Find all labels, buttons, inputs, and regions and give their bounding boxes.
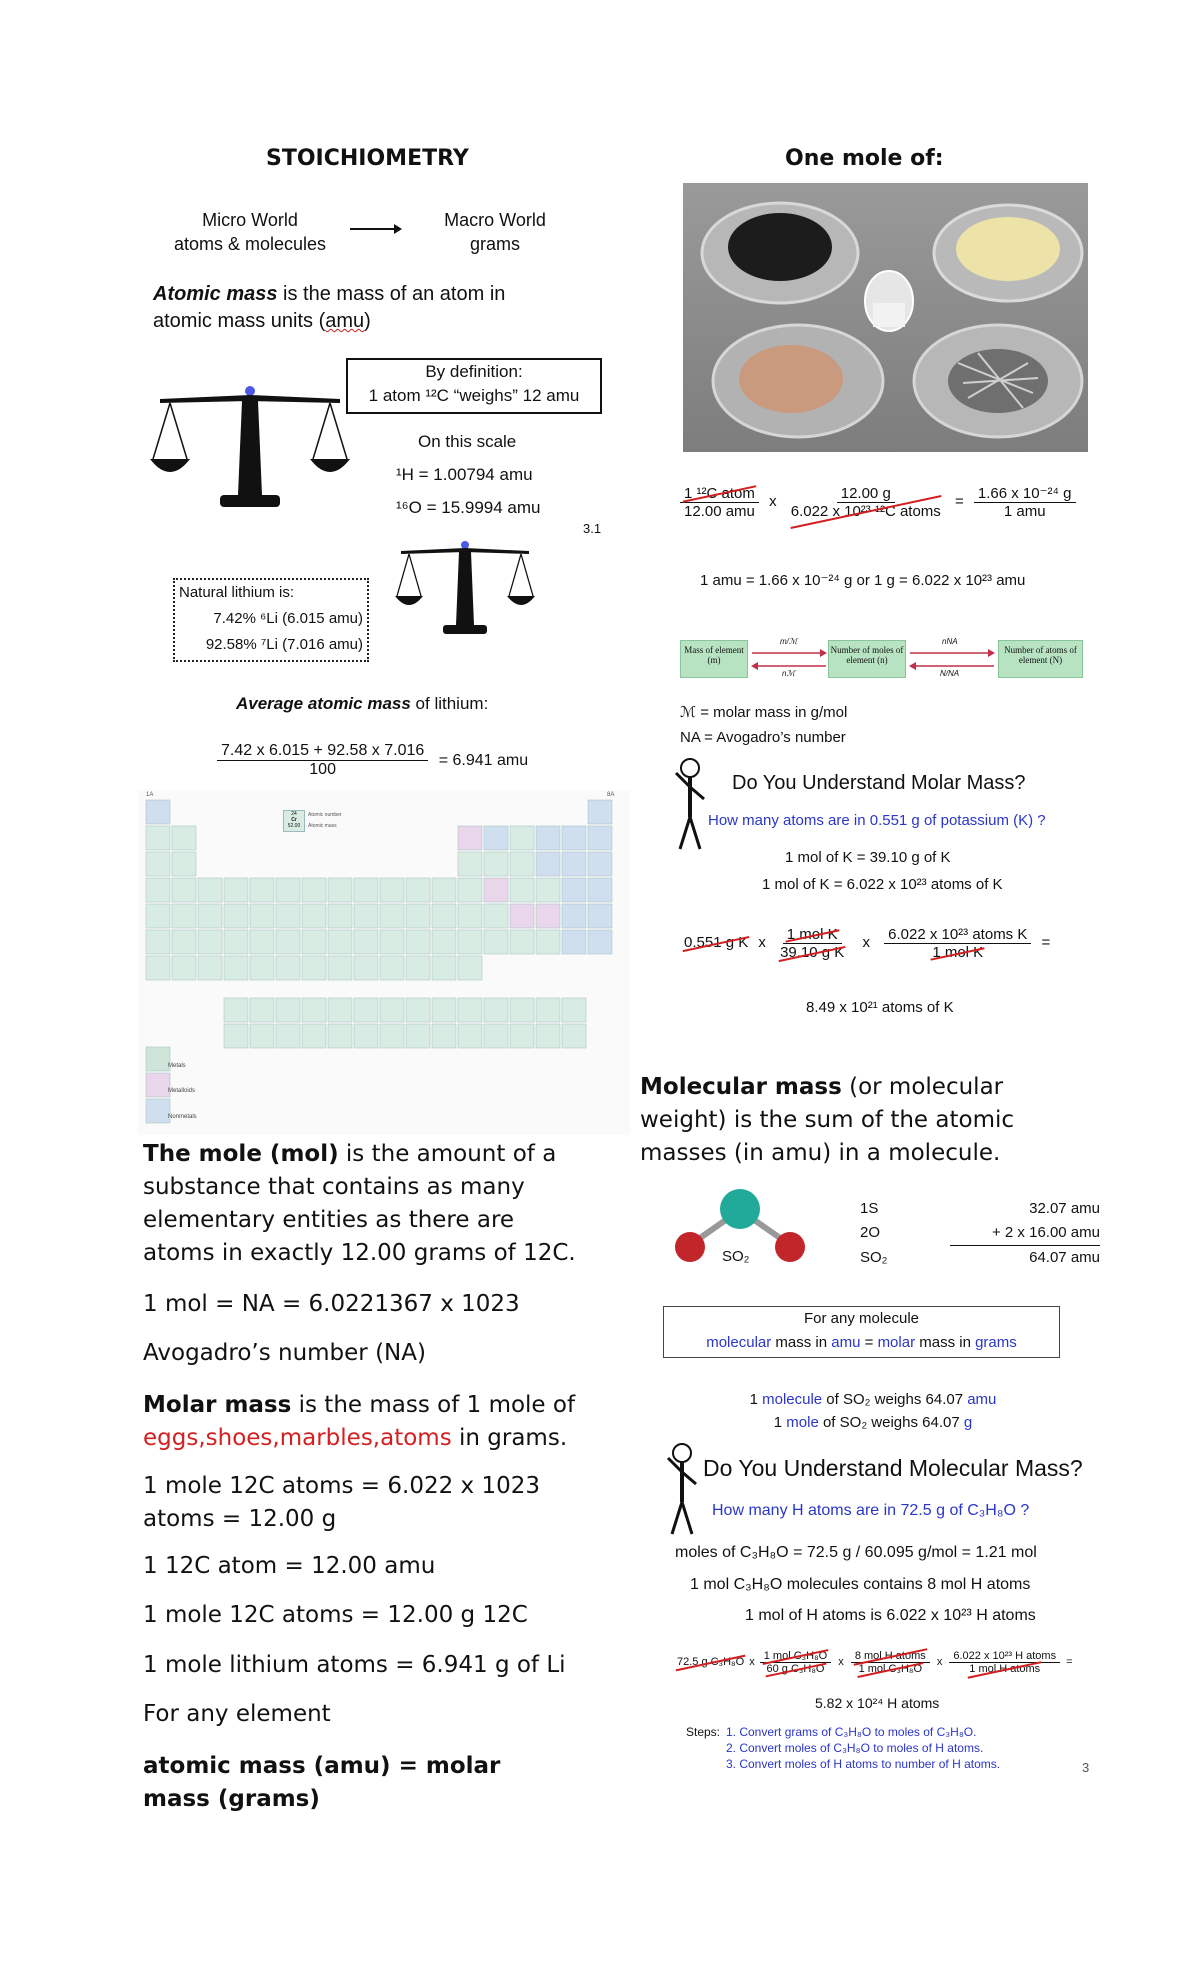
periodic-cell [380, 904, 404, 928]
periodic-cell [354, 1024, 378, 1048]
periodic-cell [250, 1024, 274, 1048]
any-molecule-box: For any molecule molecular mass in amu = molar mass in grams [663, 1306, 1060, 1358]
periodic-cell [432, 956, 456, 980]
average-atomic-mass-heading: Average atomic mass of lithium: [236, 694, 489, 713]
periodic-cell [588, 826, 612, 850]
periodic-cell [146, 800, 170, 824]
periodic-cell [406, 1024, 430, 1048]
periodic-cell [510, 826, 534, 850]
balance-scale-icon [150, 385, 350, 535]
periodic-cell [146, 878, 170, 902]
periodic-cell [328, 956, 352, 980]
periodic-cell [562, 1024, 586, 1048]
definition-box: By definition: 1 atom ¹²C “weighs” 12 amu [346, 358, 602, 414]
molecular-mass-question: How many H atoms are in 72.5 g of C₃H₈O ? [712, 1502, 1030, 1519]
periodic-key-cell: 24 Cr 52.00 [283, 810, 305, 832]
periodic-cell [484, 998, 508, 1022]
balance-scale-small-icon [395, 540, 535, 650]
thinking-figure-2-icon [660, 1440, 704, 1540]
periodic-cell [536, 1024, 560, 1048]
periodic-cell [484, 826, 508, 850]
molar-mass-question: How many atoms are in 0.551 g of potassium (K) ? [708, 812, 1046, 829]
periodic-cell [328, 878, 352, 902]
potassium-answer: 8.49 x 10²¹ atoms of K [806, 999, 954, 1016]
avogadro-number: Avogadro’s number (NA) [143, 1340, 426, 1366]
periodic-cell [354, 956, 378, 980]
periodic-cell [562, 826, 586, 850]
periodic-cell [380, 956, 404, 980]
periodic-cell [146, 826, 170, 850]
periodic-cell [562, 878, 586, 902]
periodic-cell [146, 1047, 170, 1071]
periodic-cell [198, 904, 222, 928]
periodic-cell [588, 800, 612, 824]
periodic-cell [510, 852, 534, 876]
carbon-atom-amu-line: 1 12C atom = 12.00 amu [143, 1553, 436, 1579]
molar-mass-definition: Molar mass is the mass of 1 mole of eggs,shoes,marbles,atoms in grams. [143, 1392, 576, 1451]
amu-conversion-formula: $\frac{\text{1 ¹²C atom}}{\text{12.00 amu}}$ x $\frac{12.00 g}{\text{6.022 x 10²³ ¹²C atoms}}$ = $\frac{\text{1.66 x 10⁻²⁴ g}}{\text{1 amu}}$ [680, 484, 1076, 520]
periodic-cell [146, 930, 170, 954]
periodic-cell [380, 998, 404, 1022]
periodic-cell [302, 930, 326, 954]
periodic-cell [562, 930, 586, 954]
hydrogen-mass: ¹H = 1.00794 amu [396, 465, 533, 484]
periodic-table: 1A 8A 24 Cr 52.00 Atomic number Atomic mass Metals Metalloids Nonmetals [138, 790, 630, 1135]
potassium-grams-line: 1 mol of K = 39.10 g of K [785, 849, 951, 866]
periodic-cell [224, 998, 248, 1022]
periodic-cell [406, 878, 430, 902]
periodic-cell [146, 1099, 170, 1123]
periodic-cell [328, 998, 352, 1022]
periodic-cell [536, 826, 560, 850]
periodic-cell [224, 1024, 248, 1048]
average-mass-formula: $\frac{7.42 x 6.015 + 92.58 x 7.016}{100}$ = 6.941 amu [217, 742, 528, 779]
for-any-element: For any element [143, 1701, 331, 1727]
periodic-cell [510, 878, 534, 902]
periodic-cell [536, 878, 560, 902]
periodic-cell [458, 878, 482, 902]
periodic-cell [588, 878, 612, 902]
periodic-cell [302, 1024, 326, 1048]
carbon-atoms-line: 1 mole 12C atoms = 6.022 x 1023 atoms = 12.00 g [143, 1473, 540, 1532]
propanol-moles-line: moles of C₃H₈O = 72.5 g / 60.095 g/mol = 1.21 mol [675, 1544, 1037, 1561]
periodic-cell [146, 1073, 170, 1097]
periodic-cell [198, 956, 222, 980]
periodic-cell [432, 930, 456, 954]
periodic-cell [510, 1024, 534, 1048]
periodic-cell [432, 904, 456, 928]
periodic-table-grid [138, 790, 630, 1135]
propanol-answer: 5.82 x 10²⁴ H atoms [815, 1695, 940, 1711]
periodic-cell [224, 878, 248, 902]
so2-mass-table: 1S 32.07 amu 2O + 2 x 16.00 amu SO₂ 64.07 amu [860, 1200, 1100, 1266]
periodic-cell [276, 998, 300, 1022]
periodic-cell [250, 878, 274, 902]
periodic-cell [276, 904, 300, 928]
periodic-cell [224, 956, 248, 980]
periodic-cell [484, 930, 508, 954]
atomic-mass-definition: Atomic mass is the mass of an atom in atomic mass units (amu) [153, 283, 506, 332]
periodic-cell [302, 998, 326, 1022]
periodic-cell [510, 930, 534, 954]
periodic-cell [276, 1024, 300, 1048]
so2-weighs-lines: 1 molecule of SO₂ weighs 64.07 amu 1 mole of SO₂ weighs 64.07 g [749, 1391, 997, 1431]
periodic-cell [250, 956, 274, 980]
periodic-cell [302, 878, 326, 902]
molar-mass-legend: ℳ = molar mass in g/mol NA = Avogadro’s number [680, 704, 848, 746]
molecular-mass-definition: Molecular mass (or molecular weight) is the sum of the atomic masses (in amu) in a molecule. [640, 1074, 1015, 1166]
periodic-cell [458, 998, 482, 1022]
periodic-cell [458, 852, 482, 876]
periodic-cell [484, 1024, 508, 1048]
periodic-cell [224, 904, 248, 928]
periodic-cell [484, 878, 508, 902]
arrow-right-icon [350, 222, 402, 236]
periodic-cell [380, 878, 404, 902]
periodic-cell [458, 956, 482, 980]
periodic-cell [172, 930, 196, 954]
potassium-conversion: 0.551 g K x $\frac{\text{1 mol K}}{\text{39.10 g K}}$ x $\frac{\text{6.022 x 10²³ atoms K}}{\text{1 mol K}}$ = [684, 926, 1051, 961]
periodic-cell [354, 904, 378, 928]
amu-gram-equivalence: 1 amu = 1.66 x 10⁻²⁴ g or 1 g = 6.022 x 10²³ amu [700, 572, 1026, 589]
periodic-cell [276, 956, 300, 980]
page-title: STOICHIOMETRY [266, 146, 469, 171]
periodic-cell [250, 904, 274, 928]
periodic-cell [172, 852, 196, 876]
on-this-scale: On this scale [418, 432, 517, 451]
periodic-cell [432, 998, 456, 1022]
periodic-cell [588, 852, 612, 876]
periodic-cell [146, 904, 170, 928]
propanol-conversion: 72.5 g C₃H₈O x $\frac{\text{1 mol C₃H₈O}}{\text{60 g C₃H₈O}}$ x $\frac{\text{8 mol H atoms}}{\text{1 mol C₃H₈O}}$ x $\frac{\text{6.022 x 10²³ H atoms}}{\text{1 mol H atoms}}$ = [677, 1650, 1073, 1675]
so2-molecule-label: SO₂ [722, 1248, 750, 1265]
one-mole-title: One mole of: [785, 146, 944, 171]
molar-mass-question-title: Do You Understand Molar Mass? [732, 772, 1026, 794]
periodic-cell [432, 1024, 456, 1048]
periodic-cell [484, 852, 508, 876]
periodic-cell [276, 878, 300, 902]
periodic-cell [536, 904, 560, 928]
periodic-cell [588, 904, 612, 928]
slide-number: 3.1 [583, 521, 602, 536]
periodic-cell [172, 956, 196, 980]
periodic-cell [354, 930, 378, 954]
periodic-cell [198, 930, 222, 954]
one-mole-photo [683, 183, 1088, 452]
atoms-box: Number of atoms of element (N) [998, 640, 1083, 678]
periodic-cell [380, 1024, 404, 1048]
mol-equals-na: 1 mol = NA = 6.0221367 x 1023 [143, 1291, 520, 1317]
periodic-cell [458, 904, 482, 928]
macro-world-label: Macro World grams [444, 210, 546, 254]
periodic-cell [146, 852, 170, 876]
mole-definition: The mole (mol) is the amount of a substance that contains as many elementary entities as there are atoms in exactly 12.00 grams of 12C. [143, 1141, 576, 1266]
oxygen-mass: ¹⁶O = 15.9994 amu [396, 498, 541, 517]
carbon-mole-grams-line: 1 mole 12C atoms = 12.00 g 12C [143, 1602, 528, 1628]
potassium-atoms-line: 1 mol of K = 6.022 x 10²³ atoms of K [762, 876, 1003, 893]
lithium-mole-line: 1 mole lithium atoms = 6.941 g of Li [143, 1652, 566, 1678]
periodic-cell [198, 878, 222, 902]
periodic-cell [406, 930, 430, 954]
periodic-cell [562, 904, 586, 928]
periodic-cell [302, 904, 326, 928]
periodic-cell [510, 998, 534, 1022]
periodic-cell [380, 930, 404, 954]
periodic-cell [458, 826, 482, 850]
periodic-cell [354, 998, 378, 1022]
periodic-cell [328, 1024, 352, 1048]
mass-box: Mass of element (m) [680, 640, 748, 678]
periodic-cell [562, 852, 586, 876]
mass-moles-atoms-flow: Mass of element (m) Number of moles of element (n) Number of atoms of element (N) m/ℳ nℳ nNA N/NA [680, 640, 1085, 680]
periodic-cell [458, 1024, 482, 1048]
periodic-cell [536, 852, 560, 876]
periodic-cell [458, 930, 482, 954]
periodic-cell [354, 878, 378, 902]
periodic-cell [172, 878, 196, 902]
atomic-mass-equals-molar-mass: atomic mass (amu) = molar mass (grams) [143, 1753, 501, 1812]
h-atoms-line: 1 mol of H atoms is 6.022 x 10²³ H atoms [745, 1607, 1036, 1624]
periodic-cell [588, 930, 612, 954]
periodic-cell [406, 998, 430, 1022]
periodic-cell [536, 998, 560, 1022]
natural-lithium-box: Natural lithium is: 7.42% ⁶Li (6.015 amu) 92.58% ⁷Li (7.016 amu) [173, 578, 369, 662]
periodic-cell [406, 904, 430, 928]
steps-list: Steps: 1. Convert grams of C₃H₈O to moles of C₃H₈O. 2. Convert moles of C₃H₈O to moles of H atoms. 3. Convert moles of H atoms to number of H atoms. [686, 1725, 1001, 1771]
periodic-cell [224, 930, 248, 954]
periodic-cell [328, 930, 352, 954]
periodic-cell [484, 904, 508, 928]
periodic-cell [510, 904, 534, 928]
slide-number-2: 3 [1082, 1760, 1090, 1775]
periodic-cell [328, 904, 352, 928]
thinking-figure-icon [668, 755, 712, 855]
periodic-cell [172, 826, 196, 850]
periodic-cell [250, 998, 274, 1022]
periodic-cell [146, 956, 170, 980]
periodic-cell [562, 998, 586, 1022]
periodic-cell [276, 930, 300, 954]
periodic-cell [536, 930, 560, 954]
periodic-cell [302, 956, 326, 980]
micro-world-label: Micro World atoms & molecules [173, 210, 327, 254]
periodic-cell [406, 956, 430, 980]
periodic-cell [172, 904, 196, 928]
molecular-mass-question-title: Do You Understand Molecular Mass? [703, 1455, 1083, 1481]
propanol-h-line: 1 mol C₃H₈O molecules contains 8 mol H atoms [690, 1576, 1031, 1593]
periodic-cell [250, 930, 274, 954]
moles-box: Number of moles of element (n) [828, 640, 906, 678]
periodic-cell [432, 878, 456, 902]
